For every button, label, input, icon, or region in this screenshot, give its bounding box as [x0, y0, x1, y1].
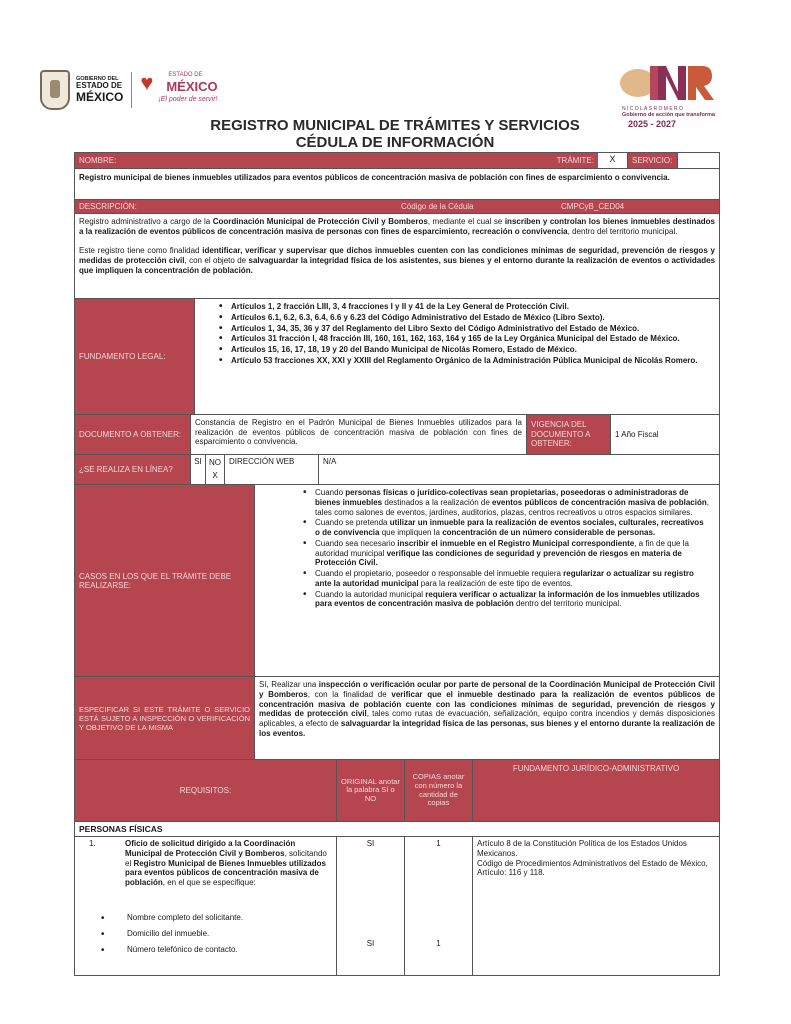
gob-line2: ESTADO DE: [76, 81, 123, 91]
requisito-copias-cell: [405, 837, 473, 975]
en-linea-no-cell: [206, 455, 225, 484]
fundamento-item: • Artículo 53 fracciones XX, XXI y XXIII del Reglamento Orgánico de la Administración Pública Municipal de Nicolás Romero.: [219, 356, 709, 366]
en-linea-si: SI: [191, 455, 206, 484]
requisito-subitem: • Número telefónico de contacto.: [101, 942, 330, 957]
original-label: ORIGINAL anotar la palabra Sí o NO: [337, 760, 405, 821]
en-linea-row: [75, 455, 719, 485]
web-value: N/A: [323, 457, 337, 466]
inspeccion-row: [75, 677, 719, 760]
logo-divider: [131, 72, 132, 108]
inspeccion-value: Sí, Realizar una inspección o verificación ocular por parte de personal de la Coordinación Municipal de Protección Civil y Bomberos, con la finalidad de verificar que el inmueble destinado para la realización de eventos públicos de concentración masiva de población cuente con las condiciones mínimas de seguridad, prevención de riesgos y medidas de protección civil, tales como rutas de evacuación, señalización, equipo contra incendios y demás disposiciones aplicables, a efecto de salvaguardar la integridad física de las personas, sus bienes y el entorno durante la realización de los eventos.: [259, 680, 716, 738]
fundamento-item: • Artículos 15, 16, 17, 18, 19 y 20 del Bando Municipal de Nicolás Romero, Estado de México.: [219, 345, 709, 355]
requisito-text-cell: [75, 837, 337, 975]
fundamento-item: • Artículos 6.1, 6.2, 6.3, 6.4, 6.6 y 6.23 del Código Administrativo del Estado de México (Libro Sexto).: [219, 313, 709, 323]
requisito-sublist: [89, 910, 330, 958]
inspeccion-label: ESPECIFICAR SI ESTE TRÁMITE O SERVICIO ESTÁ SUJETO A INSPECCIÓN O VERIFICACIÓN Y OBJETIVO DE LA MISMA: [75, 677, 255, 759]
requisito-fundamento: Artículo 8 de la Constitución Política de los Estados Unidos Mexicanos. Código de Procedimientos Administrativos del Estado de México, Artículo: 116 y 118.: [477, 839, 708, 878]
tramite-mark: X: [598, 153, 628, 168]
en-linea-no-mark: X: [212, 470, 218, 480]
gob-line1: GOBIERNO DEL: [76, 75, 119, 82]
requisito-subitem: • Nombre completo del solicitante.: [101, 910, 330, 925]
caso-item: • Cuando se pretenda utilizar un inmueble para la realización de eventos sociales, culturales, recreativos o de convivencia que impliquen la concentración de un número considerable de personas.: [303, 518, 709, 538]
caso-item: • Cuando el propietario, poseedor o responsable del inmueble requiera regularizar o actualizar su registro ante la autoridad municipal para la realización de este tipo de eventos.: [303, 569, 709, 589]
documento-row: [75, 415, 719, 455]
caso-item: • Cuando sea necesario inscribir el inmueble en el Registro Municipal correspondiente, a fin de que la autoridad municipal verifique las condiciones de seguridad y prevención de riesgos en materia de Protección Civil.: [303, 539, 709, 568]
nombre-value-row: [75, 169, 719, 200]
servicio-mark: [678, 153, 719, 168]
requisito-original-cell: [337, 837, 405, 975]
information-sheet: [74, 152, 720, 976]
descripcion-label: DESCRIPCIÓN:: [75, 200, 397, 213]
edomex-line2: MÉXICO: [166, 79, 218, 94]
requisito-row: [75, 837, 719, 975]
state-government-wordmark: [76, 77, 123, 104]
nr-slogan: Gobierno de acción que transforma: [622, 112, 715, 118]
tramite-label: TRÁMITE:: [535, 153, 598, 168]
nombre-label: NOMBRE:: [75, 153, 535, 168]
codigo-label: Código de la Cédula: [397, 200, 557, 213]
requisito-copias: 1: [436, 839, 441, 848]
nombre-value: Registro municipal de bienes inmuebles utilizados para eventos públicos de concentración masiva de población con fines de esparcimiento o convivencia.: [79, 173, 670, 182]
nr-name: N I C O L Á S R O M E R O: [622, 106, 683, 112]
requisito-original: SI: [366, 839, 375, 848]
codigo-value: CMPCyB_CED04: [557, 200, 719, 213]
heart-icon: ♥: [140, 70, 154, 95]
documento-label: DOCUMENTO A OBTENER:: [75, 415, 191, 454]
fundamento-item: • Artículos 1, 2 fracción LIII, 3, 4 fracciones I y II y 41 de la Ley General de Protección Civil.: [219, 302, 709, 312]
casos-label: CASOS EN LOS QUE EL TRÁMITE DEBE REALIZARSE:: [75, 485, 255, 676]
requisito-subitem: • Domicilio del inmueble.: [101, 926, 330, 941]
fundamento-item: • Artículos 1, 34, 35, 36 y 37 del Reglamento del Libro Sexto del Código Administrativo del Estado de México.: [219, 324, 709, 334]
copias-label: COPIAS anotar con número la cantidad de copias: [405, 760, 473, 821]
personas-fisicas-heading: PERSONAS FÍSICAS: [79, 824, 163, 834]
requisito-copias-2: 1: [436, 939, 441, 948]
page-subtitle: CÉDULA DE INFORMACIÓN: [295, 134, 495, 151]
descripcion-body: [75, 214, 719, 298]
en-linea-no: NO: [209, 458, 221, 467]
web-label: DIRECCIÓN WEB: [225, 455, 319, 484]
personas-fisicas-row: [75, 822, 719, 837]
edomex-slogan: ¡El poder de servir!: [158, 96, 218, 103]
nr-logo-icon: [618, 62, 718, 104]
casos-row: [75, 485, 719, 677]
page-title: REGISTRO MUNICIPAL DE TRÁMITES Y SERVICIOS: [210, 117, 580, 134]
descripcion-paragraph-2: Este registro tiene como finalidad identificar, verificar y supervisar que dichos inmuebles cuenten con las condiciones mínimas de seguridad, prevención de riesgos y medidas de protección civil, con el objeto de salvaguardar la integridad física de los asistentes, sus bienes y el entorno durante la realización de eventos o actividades que impliquen la concentración de población.: [79, 246, 716, 275]
caso-item: • Cuando la autoridad municipal requiera verificar o actualizar la información de los inmuebles utilizados para eventos de concentración masiva de población dentro del territorio municipal.: [303, 590, 709, 610]
requisito-text: Oficio de solicitud dirigido a la Coordinación Municipal de Protección Civil y Bomberos, solicitando el Registro Municipal de Bienes Inmuebles utilizados para eventos públicos de concentración masiva de población, en el que se especifique:: [125, 839, 327, 887]
vigencia-label: VIGENCIA DEL DOCUMENTO A OBTENER:: [527, 415, 611, 454]
fundamento-list-cell: [195, 299, 719, 414]
descripcion-paragraph-1: Registro administrativo a cargo de la Coordinación Municipal de Protección Civil y Bomberos, mediante el cual se inscriben y controlan los bienes inmuebles destinados a la realización de eventos públicos de concentración masiva de personas con fines de esparcimiento, recreación o convivencia, dentro del territorio municipal.: [79, 217, 716, 236]
nombre-header-row: [75, 153, 719, 169]
edomex-logo: [140, 70, 220, 110]
municipality-logo: [618, 62, 718, 132]
fundamento-row: [75, 299, 719, 415]
descripcion-header-row: [75, 200, 719, 214]
requisitos-header-row: [75, 760, 719, 822]
requisito-1: [89, 839, 330, 888]
fundamento-label: FUNDAMENTO LEGAL:: [75, 299, 195, 414]
fundamento-juridico-label: FUNDAMENTO JURÍDICO-ADMINISTRATIVO: [473, 760, 719, 821]
servicio-label: SERVICIO:: [628, 153, 678, 168]
fundamento-list: [219, 302, 709, 366]
state-government-logo: [40, 70, 220, 110]
gob-line3: MÉXICO: [76, 89, 124, 104]
requisito-number: 1.: [89, 839, 96, 848]
state-seal-icon: [40, 70, 70, 110]
fundamento-item: • Artículos 31 fracción I, 48 fracción III, 160, 161, 162, 163, 164 y 165 de la Ley Orgánica Municipal del Estado de México.: [219, 334, 709, 344]
caso-item: • Cuando personas físicas o jurídico-colectivas sean propietarias, poseedoras o administradoras de bienes inmuebles destinados a la realización de eventos públicos de concentración masiva de población, tales como salones de eventos, jardines, auditorios, plazas, centros recreativos u otros espacios similares.: [303, 488, 709, 517]
requisitos-label: REQUISITOS:: [75, 760, 337, 821]
casos-list: [303, 488, 709, 609]
en-linea-label: ¿SE REALIZA EN LÍNEA?: [75, 455, 191, 484]
edomex-line1: ESTADO DE: [168, 72, 203, 78]
requisito-original-2: SI: [366, 939, 375, 948]
casos-list-cell: [255, 485, 719, 676]
vigencia-value: 1 Año Fiscal: [615, 430, 659, 439]
nr-years: 2025 - 2027: [628, 119, 677, 129]
descripcion-body-row: [75, 214, 719, 299]
documento-value: Constancia de Registro en el Padrón Municipal de Bienes Inmuebles utilizados para la realización de eventos públicos de concentración masiva de población con fines de esparcimiento o convivencia.: [191, 415, 527, 454]
